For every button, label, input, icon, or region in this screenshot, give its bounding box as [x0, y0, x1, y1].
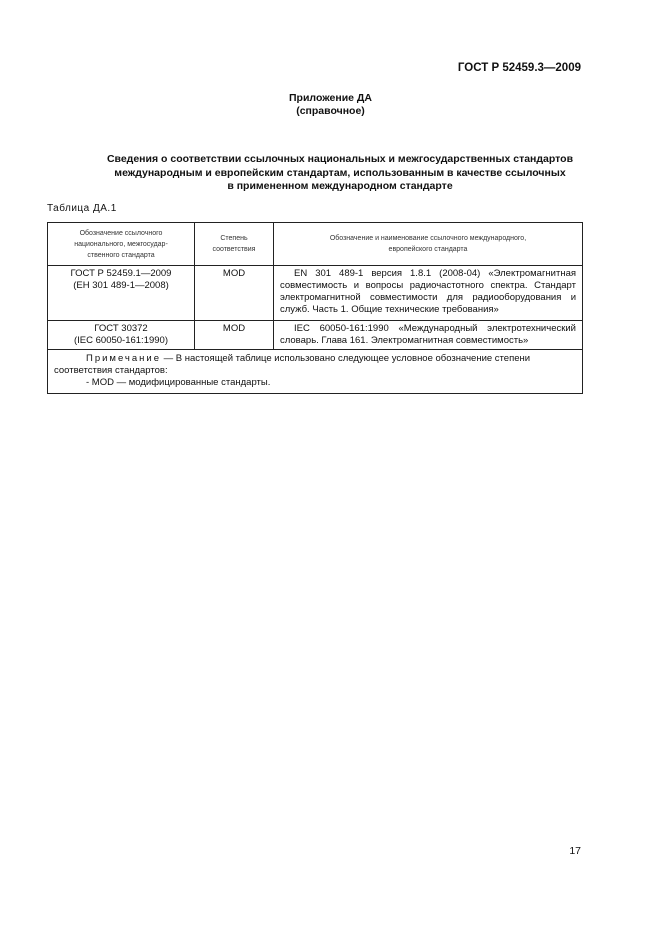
- note-body: — В настоящей таблице использовано следующее условное обозначение степени соответствия стандартов:: [54, 353, 531, 376]
- header-text: европейского стандарта: [388, 246, 468, 253]
- heading-line: международным и европейским стандартам, использованным в качестве ссылочных: [114, 166, 566, 179]
- table-row: [48, 266, 583, 321]
- appendix-subtitle: (справочное): [296, 105, 365, 117]
- header-cell-reference: [274, 223, 583, 266]
- header-text: соответствия: [212, 246, 256, 253]
- header-text: Обозначение и наименование ссылочного международного,: [329, 235, 527, 242]
- standard-equivalent: (ЕН 301 489-1—2008): [73, 280, 169, 291]
- table-note-row: [48, 350, 583, 394]
- header-text: ственного стандарта: [87, 251, 155, 259]
- note-text: [54, 353, 576, 377]
- standard-equivalent: (IEC 60050-161:1990): [73, 335, 168, 346]
- heading-line: в примененном международном стандарте: [227, 180, 453, 192]
- table-caption: Таблица ДА.1: [47, 203, 117, 214]
- section-heading: [60, 153, 620, 194]
- table-row: [48, 321, 583, 350]
- page-number: 17: [569, 845, 581, 857]
- header-cell-degree: [195, 223, 274, 266]
- note-item: - MOD — модифицированные стандарты.: [86, 377, 271, 388]
- cell-standard: [48, 266, 195, 321]
- header-text: национального, межгосудар-: [74, 240, 168, 248]
- cell-degree: MOD: [195, 321, 274, 350]
- cell-standard: [48, 321, 195, 350]
- appendix-title: Приложение ДА: [289, 92, 372, 104]
- header-text: Обозначение ссылочного: [79, 229, 163, 237]
- heading-line: Сведения о соответствии ссылочных национальных и межгосударственных стандартов: [106, 153, 574, 165]
- header-text: Степень: [220, 235, 248, 242]
- document-code: ГОСТ Р 52459.3—2009: [457, 62, 581, 74]
- standard-code: ГОСТ Р 52459.1—2009: [70, 268, 172, 279]
- note-label: Примечание: [86, 353, 161, 364]
- cell-reference: EN 301 489-1 версия 1.8.1 (2008-04) «Электромагнитная совместимость и вопросы радиочастотного спектра. Стандарт электромагнитной совместимости для радиооборудования и служб. Часть 1. Общие технические требования»: [274, 266, 583, 321]
- table-header-row: [48, 223, 583, 266]
- cell-degree: MOD: [195, 266, 274, 321]
- header-cell-standard: [48, 223, 195, 266]
- conformity-table: [47, 222, 583, 394]
- appendix-heading: [0, 92, 661, 118]
- cell-reference: IEC 60050-161:1990 «Международный электротехнический словарь. Глава 161. Электромагнитная совместимость»: [274, 321, 583, 350]
- table-note: [48, 350, 583, 394]
- standard-code: ГОСТ 30372: [94, 323, 148, 334]
